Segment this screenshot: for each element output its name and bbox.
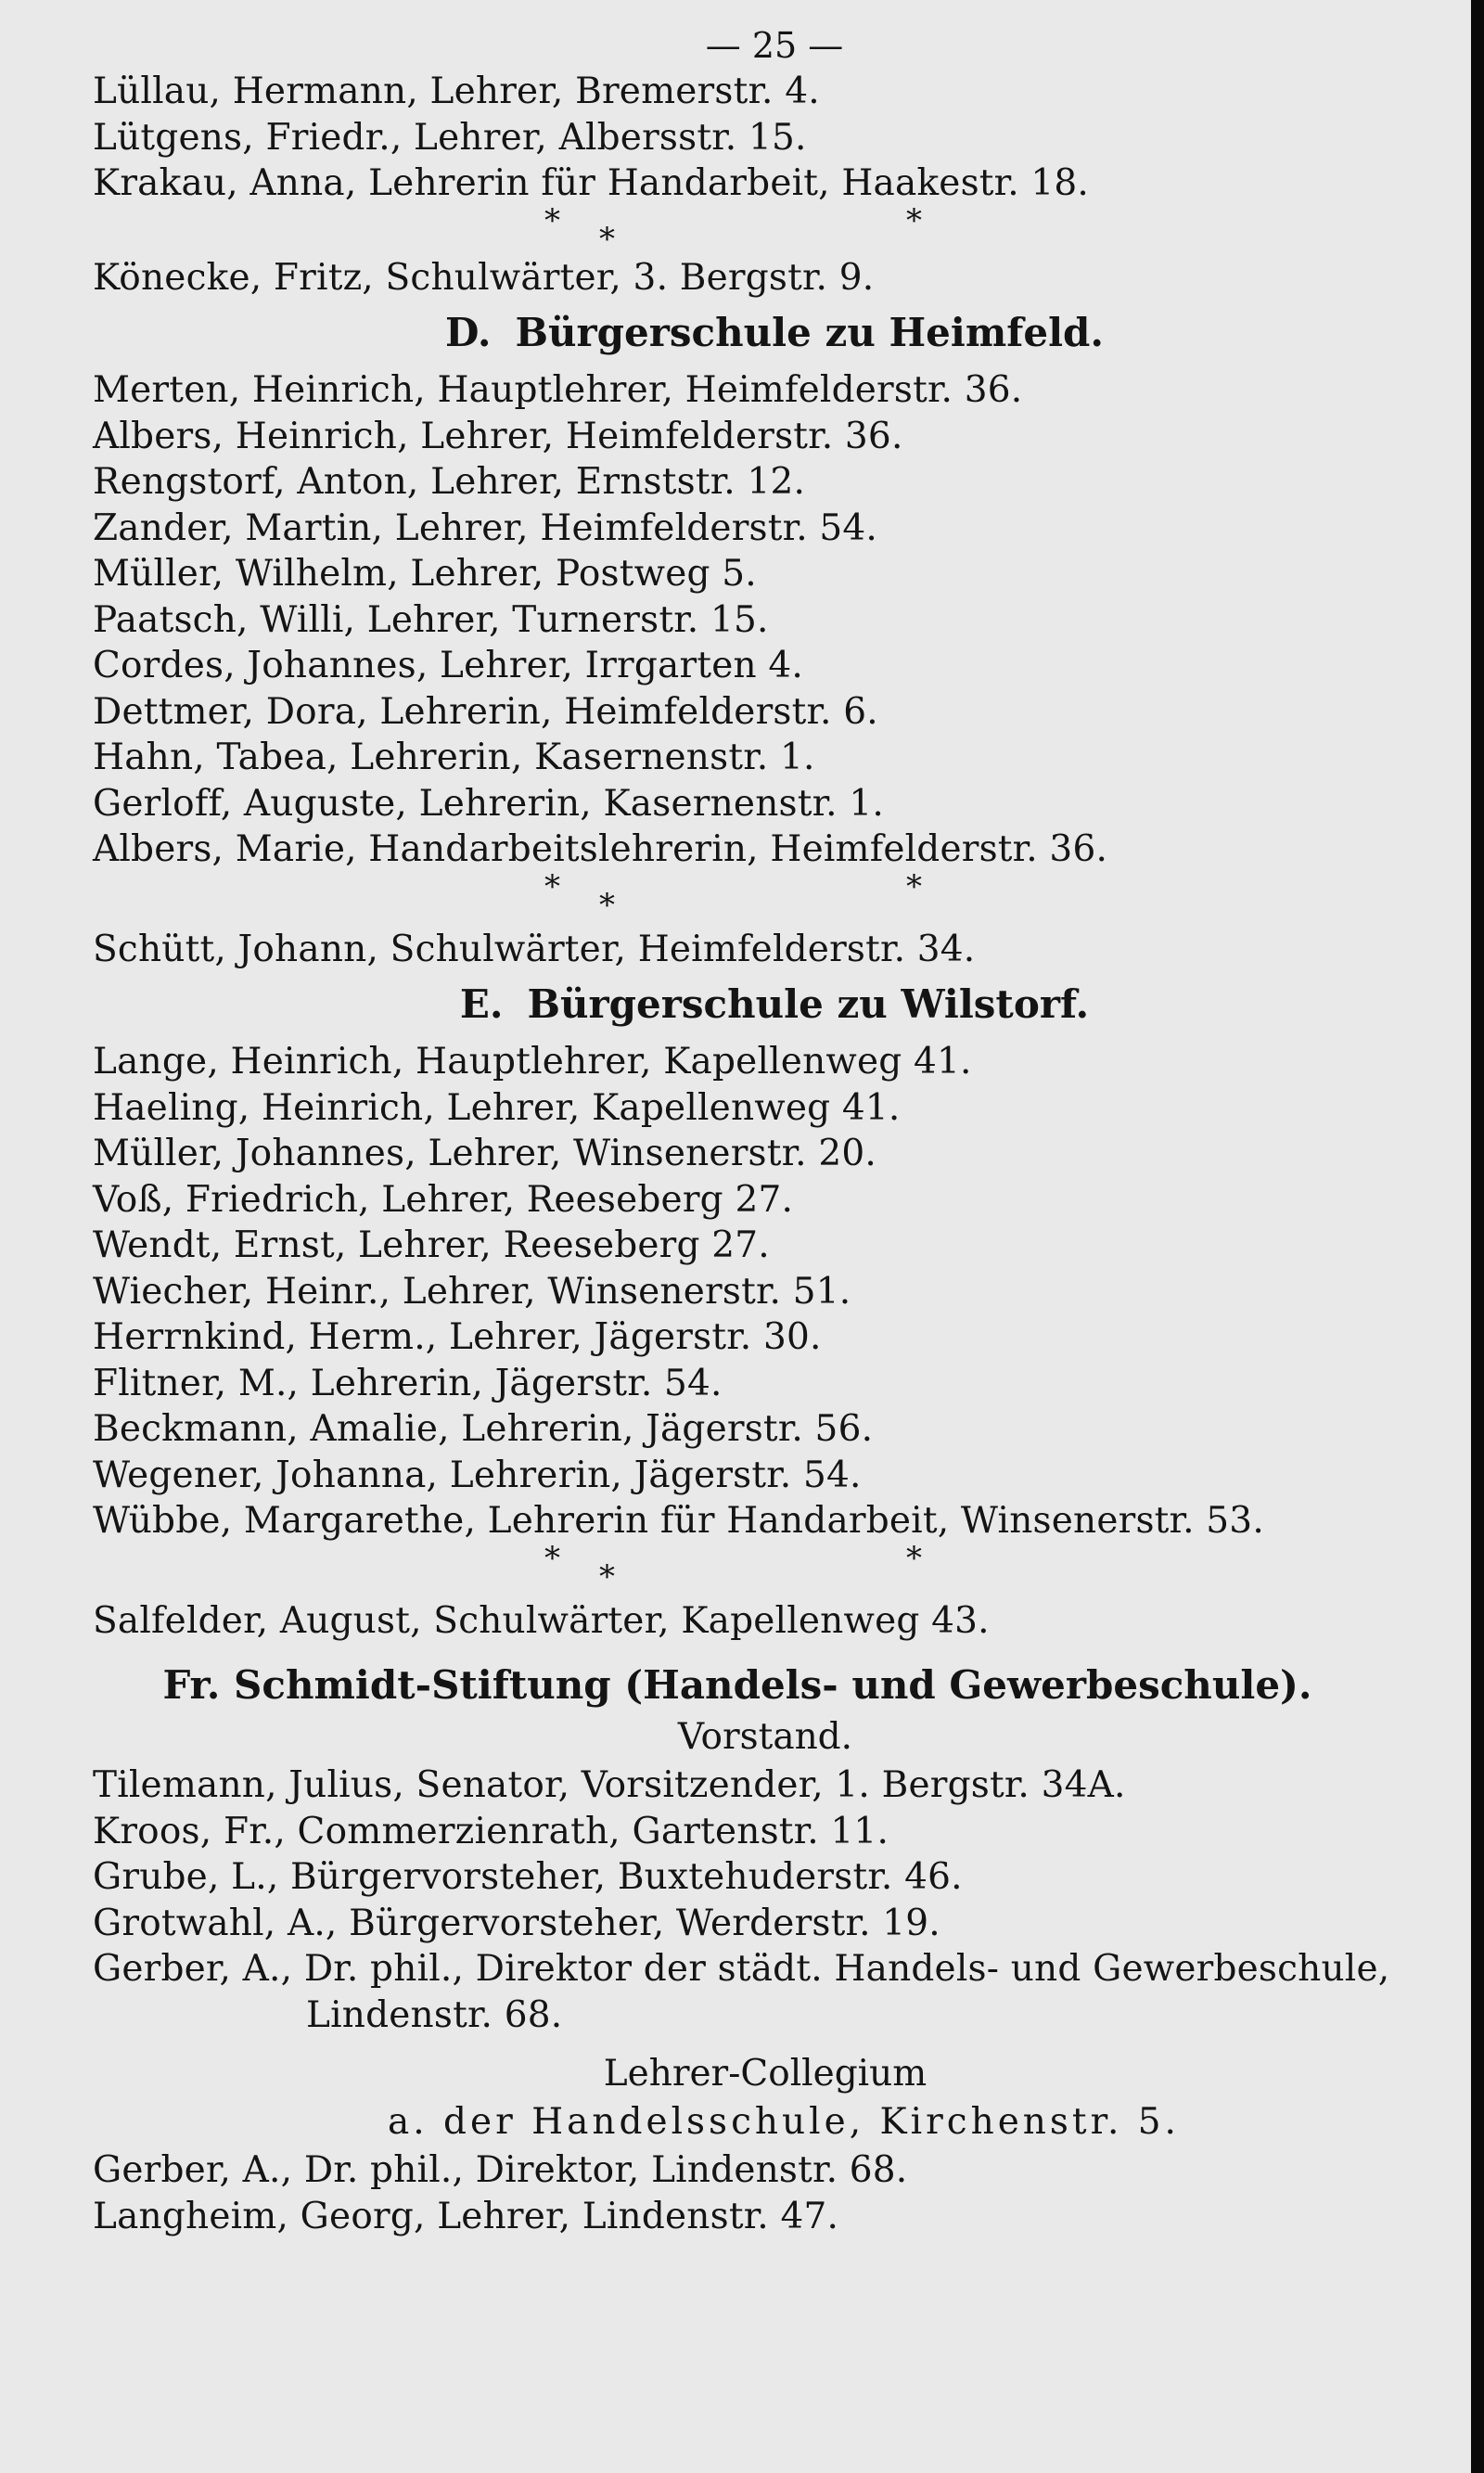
list-item: Müller, Johannes, Lehrer, Winsenerstr. 20. bbox=[93, 1133, 876, 1174]
list-item: Müller, Wilhelm, Lehrer, Postweg 5. bbox=[93, 553, 757, 595]
list-item: Beckmann, Amalie, Lehrerin, Jägerstr. 56. bbox=[93, 1408, 874, 1450]
subsection-heading: a. der Handelsschule, Kirchenstr. 5. bbox=[388, 2101, 1180, 2143]
list-item: Grube, L., Bürgervorsteher, Buxtehuderstr. 46. bbox=[93, 1856, 963, 1898]
list-item: Voß, Friedrich, Lehrer, Reeseberg 27. bbox=[93, 1178, 794, 1221]
list-item: Wiecher, Heinr., Lehrer, Winsenerstr. 51. bbox=[93, 1270, 851, 1313]
list-item: Flitner, M., Lehrerin, Jägerstr. 54. bbox=[93, 1362, 723, 1404]
list-item: Salfelder, August, Schulwärter, Kapellenweg 43. bbox=[93, 1599, 990, 1642]
asterism-separator bbox=[93, 867, 1382, 927]
list-item: Gerber, A., Dr. phil., Direktor, Lindenstr. 68. bbox=[93, 2149, 908, 2191]
section-title: Bürgerschule zu Wilstorf. bbox=[527, 981, 1090, 1027]
page-edge bbox=[1471, 0, 1484, 2473]
asterisk: * bbox=[599, 886, 615, 924]
asterisk: * bbox=[599, 1557, 615, 1595]
board-heading: Vorstand. bbox=[677, 1716, 853, 1758]
list-item: Lütgens, Friedr., Lehrer, Albersstr. 15. bbox=[93, 116, 807, 159]
asterisk: * bbox=[544, 201, 560, 239]
list-item: Rengstorf, Anton, Lehrer, Ernststr. 12. bbox=[93, 461, 806, 503]
asterisk: * bbox=[599, 220, 615, 258]
list-item: Könecke, Fritz, Schulwärter, 3. Bergstr. 9. bbox=[93, 256, 875, 299]
list-item: Merten, Heinrich, Hauptlehrer, Heimfelderstr. 36. bbox=[93, 369, 1023, 411]
list-item: Lüllau, Hermann, Lehrer, Bremerstr. 4. bbox=[93, 70, 820, 112]
list-item: Schütt, Johann, Schulwärter, Heimfelderstr. 34. bbox=[93, 928, 976, 970]
asterisk: * bbox=[906, 201, 922, 239]
list-item: Hahn, Tabea, Lehrerin, Kasernenstr. 1. bbox=[93, 737, 815, 778]
asterisk: * bbox=[544, 1539, 560, 1577]
list-item: Zander, Martin, Lehrer, Heimfelderstr. 54. bbox=[93, 506, 878, 549]
list-item: Langheim, Georg, Lehrer, Lindenstr. 47. bbox=[93, 2195, 839, 2237]
page-number: — 25 — bbox=[705, 25, 844, 66]
list-item: Herrnkind, Herm., Lehrer, Jägerstr. 30. bbox=[93, 1316, 822, 1358]
asterisk: * bbox=[906, 1539, 922, 1577]
foundation-heading: Fr. Schmidt-Stiftung (Handels- und Gewerbeschule). bbox=[162, 1662, 1312, 1708]
list-item: Wendt, Ernst, Lehrer, Reeseberg 27. bbox=[93, 1224, 770, 1266]
section-heading bbox=[93, 974, 1382, 1039]
list-item: Grotwahl, A., Bürgervorsteher, Werderstr. 19. bbox=[93, 1902, 940, 1944]
list-item: Cordes, Johannes, Lehrer, Irrgarten 4. bbox=[93, 645, 804, 686]
section-heading bbox=[93, 302, 1382, 367]
asterism-separator bbox=[93, 201, 1382, 258]
list-item: Albers, Marie, Handarbeitslehrerin, Heimfelderstr. 36. bbox=[93, 828, 1108, 870]
list-item: Krakau, Anna, Lehrerin für Handarbeit, Haakestr. 18. bbox=[93, 162, 1090, 204]
list-item: Kroos, Fr., Commerzienrath, Gartenstr. 11. bbox=[93, 1810, 889, 1852]
list-item: Gerber, A., Dr. phil., Direktor der städt. Handels- und Gewerbeschule, bbox=[93, 1948, 1390, 1990]
section-letter: E. bbox=[459, 981, 504, 1027]
list-item: Paatsch, Willi, Lehrer, Turnerstr. 15. bbox=[93, 598, 769, 641]
asterism-separator bbox=[93, 1539, 1382, 1598]
list-item: Haeling, Heinrich, Lehrer, Kapellenweg 41. bbox=[93, 1086, 901, 1129]
page-content bbox=[93, 24, 1390, 2239]
asterisk: * bbox=[906, 867, 922, 905]
asterisk: * bbox=[544, 867, 560, 905]
list-item: Lange, Heinrich, Hauptlehrer, Kapellenweg 41. bbox=[93, 1041, 972, 1083]
list-item: Dettmer, Dora, Lehrerin, Heimfelderstr. 6. bbox=[93, 690, 878, 733]
list-item: Albers, Heinrich, Lehrer, Heimfelderstr. 36. bbox=[93, 415, 903, 457]
list-item: Tilemann, Julius, Senator, Vorsitzender, 1. Bergstr. 34A. bbox=[93, 1764, 1126, 1806]
list-item: Wübbe, Margarethe, Lehrerin für Handarbeit, Winsenerstr. 53. bbox=[93, 1500, 1264, 1542]
college-heading: Lehrer-Collegium bbox=[603, 2053, 928, 2095]
list-item: Gerloff, Auguste, Lehrerin, Kasernenstr. 1. bbox=[93, 782, 884, 825]
list-item: Wegener, Johanna, Lehrerin, Jägerstr. 54. bbox=[93, 1454, 862, 1496]
section-title: Bürgerschule zu Heimfeld. bbox=[515, 310, 1105, 355]
list-item-continuation: Lindenstr. 68. bbox=[306, 1993, 563, 2036]
section-letter: D. bbox=[444, 310, 492, 355]
